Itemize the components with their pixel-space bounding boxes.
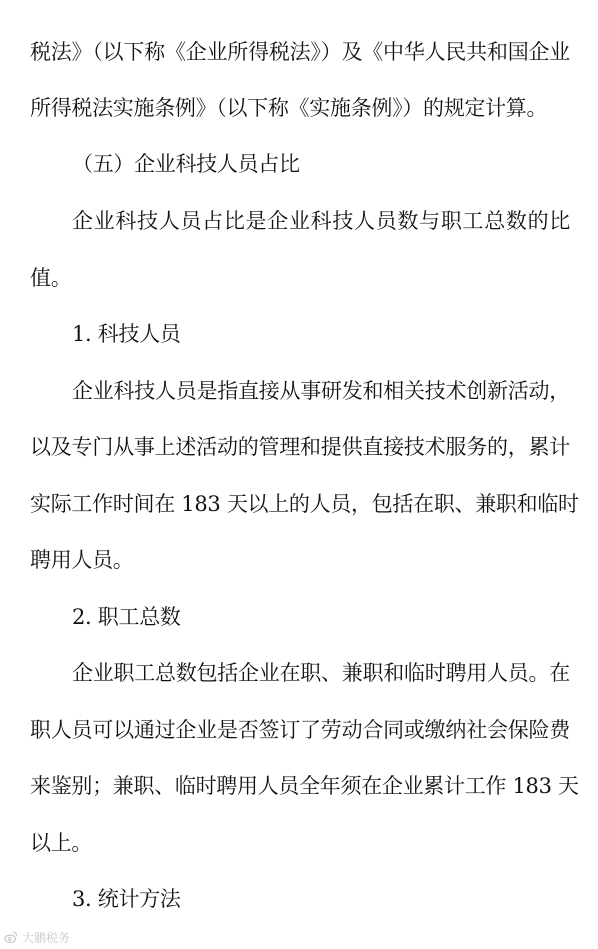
subsection-heading: 2. 职工总数 [72, 605, 181, 629]
text-line: 值。 [30, 266, 72, 290]
text-line: 企业科技人员占比是企业科技人员数与职工总数的比 [72, 209, 570, 233]
subsection-heading: 3. 统计方法 [72, 887, 181, 911]
watermark [4, 928, 70, 946]
text-line: 所得税法实施条例》（以下称《实施条例》）的规定计算。 [30, 96, 548, 120]
text-line: 企业职工总数包括企业在职、兼职和临时聘用人员。在 [72, 661, 570, 685]
weibo-icon [4, 930, 18, 944]
text-line: 实际工作时间在 183 天以上的人员，包括在职、兼职和临时 [30, 492, 579, 516]
text-line: 聘用人员。 [30, 548, 134, 572]
watermark-text: 大鹏税务 [22, 930, 71, 945]
text-line: 企业科技人员是指直接从事研发和相关技术创新活动， [72, 379, 570, 403]
text-line: 职人员可以通过企业是否签订了劳动合同或缴纳社会保险费 [30, 718, 570, 742]
text-line: 以上。 [30, 831, 93, 855]
section-heading: （五）企业科技人员占比 [72, 152, 300, 176]
text-line: 税法》（以下称《企业所得税法》）及《中华人民共和国企业 [30, 40, 570, 64]
text-line: 来鉴别；兼职、临时聘用人员全年须在企业累计工作 183 天 [30, 774, 579, 798]
text-line: 以及专门从事上述活动的管理和提供直接技术服务的，累计 [30, 435, 570, 459]
subsection-heading: 1. 科技人员 [72, 322, 181, 346]
